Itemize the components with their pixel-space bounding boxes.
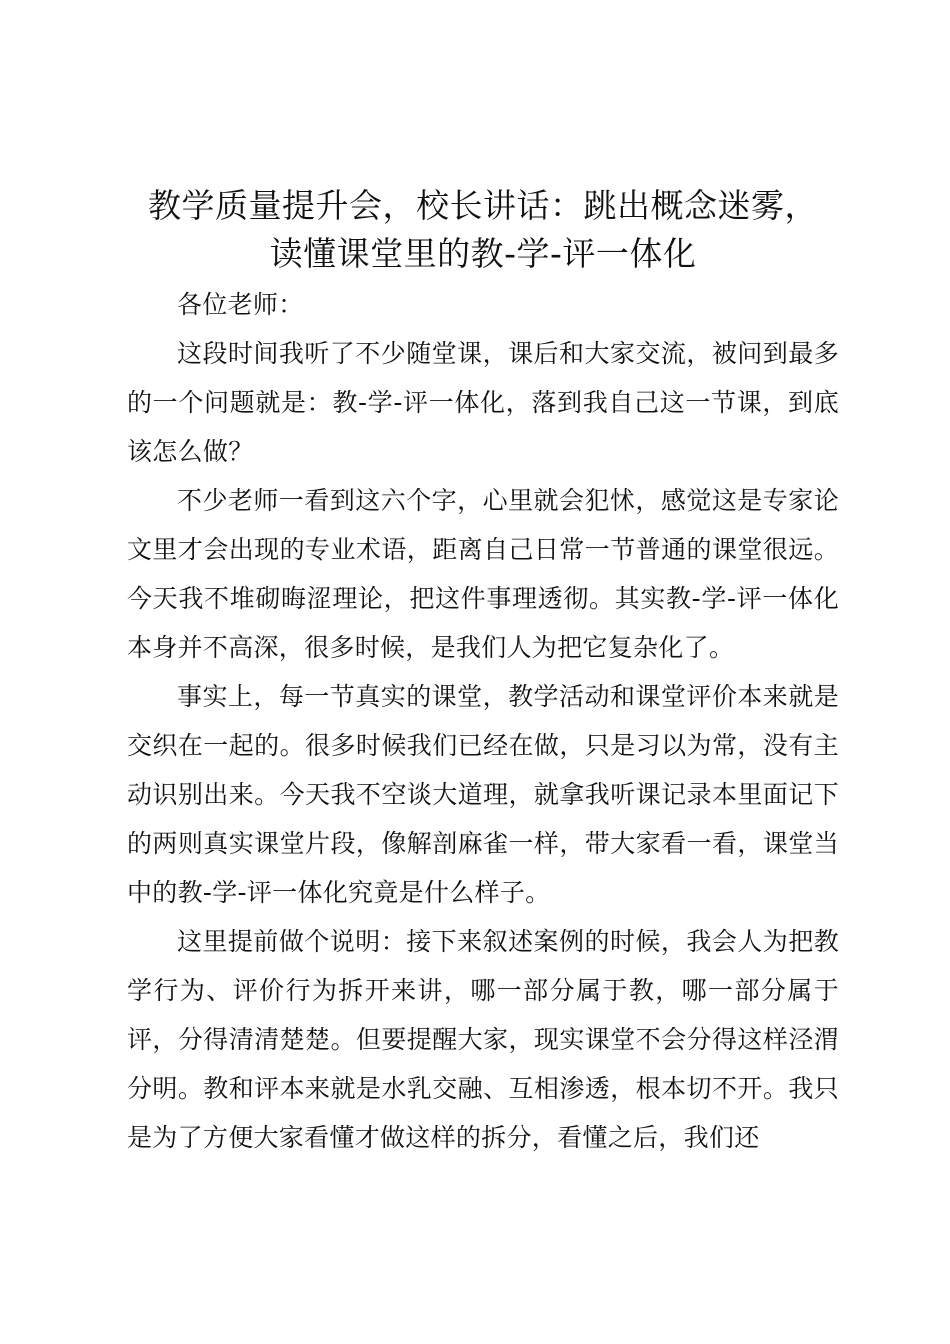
paragraph-4: 这里提前做个说明：接下来叙述案例的时候，我会人为把教学行为、评价行为拆开来讲，哪一部分属于教，哪一部分属于评，分得清清楚楚。但要提醒大家，现实课堂不会分得这样泾渭分明。教和评本来就是水乳交融、互相渗透，根本切不开。我只是为了方便大家看懂才做这样的拆分，看懂之后，我们还 xyxy=(127,927,839,1152)
paragraph-1: 这段时间我听了不少随堂课，课后和大家交流，被问到最多的一个问题就是：教-学-评一体化，落到我自己这一节课，到底该怎么做？ xyxy=(127,339,839,466)
title-line-1: 教学质量提升会，校长讲话：跳出概念迷雾， xyxy=(148,186,818,225)
paragraph-3: 事实上，每一节真实的课堂，教学活动和课堂评价本来就是交织在一起的。很多时候我们已经在做，只是习以为常，没有主动识别出来。今天我不空谈大道理，就拿我听课记录本里面记下的两则真实课堂片段，像解剖麻雀一样，带大家看一看，课堂当中的教-学-评一体化究竟是什么样子。 xyxy=(127,682,839,907)
document-title xyxy=(127,182,839,278)
document-body xyxy=(127,182,839,1162)
greeting: 各位老师： xyxy=(177,290,304,319)
paragraph-2: 不少老师一看到这六个字，心里就会犯怵，感觉这是专家论文里才会出现的专业术语，距离自己日常一节普通的课堂很远。今天我不堆砌晦涩理论，把这件事理透彻。其实教-学-评一体化本身并不高深，很多时候，是我们人为把它复杂化了。 xyxy=(127,486,839,662)
title-line-2: 读懂课堂里的教-学-评一体化 xyxy=(269,234,697,273)
